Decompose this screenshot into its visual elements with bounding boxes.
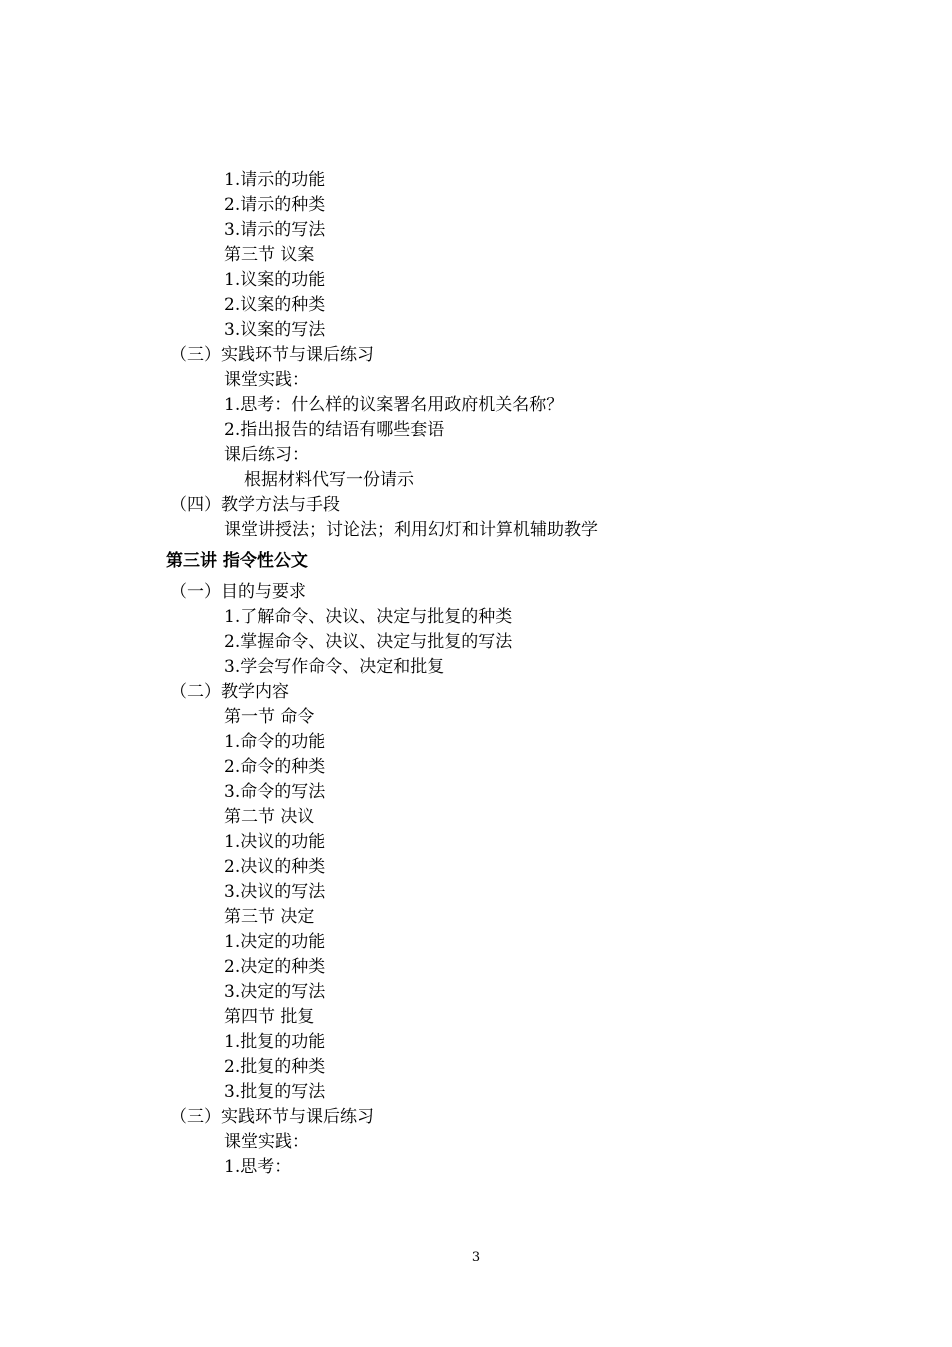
text-line: 2.议案的种类 (224, 295, 326, 315)
text-line: 3.学会写作命令、决定和批复 (224, 657, 445, 677)
part-heading: （四）教学方法与手段 (170, 495, 340, 515)
text-line: 2.请示的种类 (224, 195, 326, 215)
text-line: 2.决议的种类 (224, 857, 326, 877)
section-heading: 第三节 议案 (224, 245, 315, 265)
text-line: 1.批复的功能 (224, 1032, 326, 1052)
text-line: 3.批复的写法 (224, 1082, 326, 1102)
text-line: 3.决议的写法 (224, 882, 326, 902)
text-line: 3.决定的写法 (224, 982, 326, 1002)
text-line: 课堂实践： (224, 1132, 309, 1152)
text-line: 1.命令的功能 (224, 732, 326, 752)
text-line: 1.了解命令、决议、决定与批复的种类 (224, 607, 513, 627)
text-line: 1.思考：什么样的议案署名用政府机关名称？ (224, 395, 564, 415)
text-line: 1.议案的功能 (224, 270, 326, 290)
text-line: 3.议案的写法 (224, 320, 326, 340)
text-line: 2.指出报告的结语有哪些套语 (224, 420, 445, 440)
part-heading: （二）教学内容 (170, 682, 289, 702)
page-number: 3 (471, 1250, 481, 1265)
section-heading: 第四节 批复 (224, 1007, 315, 1027)
text-line: 1.决定的功能 (224, 932, 326, 952)
text-line: 2.掌握命令、决议、决定与批复的写法 (224, 632, 513, 652)
text-line: 课堂讲授法；讨论法；利用幻灯和计算机辅助教学 (224, 520, 598, 540)
text-line: 2.批复的种类 (224, 1057, 326, 1077)
text-line: 2.命令的种类 (224, 757, 326, 777)
part-heading: （三）实践环节与课后练习 (170, 345, 374, 365)
text-line: 3.命令的写法 (224, 782, 326, 802)
text-line: 根据材料代写一份请示 (244, 470, 414, 490)
section-heading: 第一节 命令 (224, 707, 315, 727)
section-heading: 第二节 决议 (224, 807, 315, 827)
part-heading: （三）实践环节与课后练习 (170, 1107, 374, 1127)
part-heading: （一）目的与要求 (170, 582, 306, 602)
text-line: 课后练习： (224, 445, 309, 465)
text-line: 1.思考： (224, 1157, 292, 1177)
lecture-heading: 第三讲 指令性公文 (166, 551, 308, 571)
text-line: 2.决定的种类 (224, 957, 326, 977)
text-line: 课堂实践： (224, 370, 309, 390)
text-line: 3.请示的写法 (224, 220, 326, 240)
text-line: 1.请示的功能 (224, 170, 326, 190)
text-line: 1.决议的功能 (224, 832, 326, 852)
section-heading: 第三节 决定 (224, 907, 315, 927)
